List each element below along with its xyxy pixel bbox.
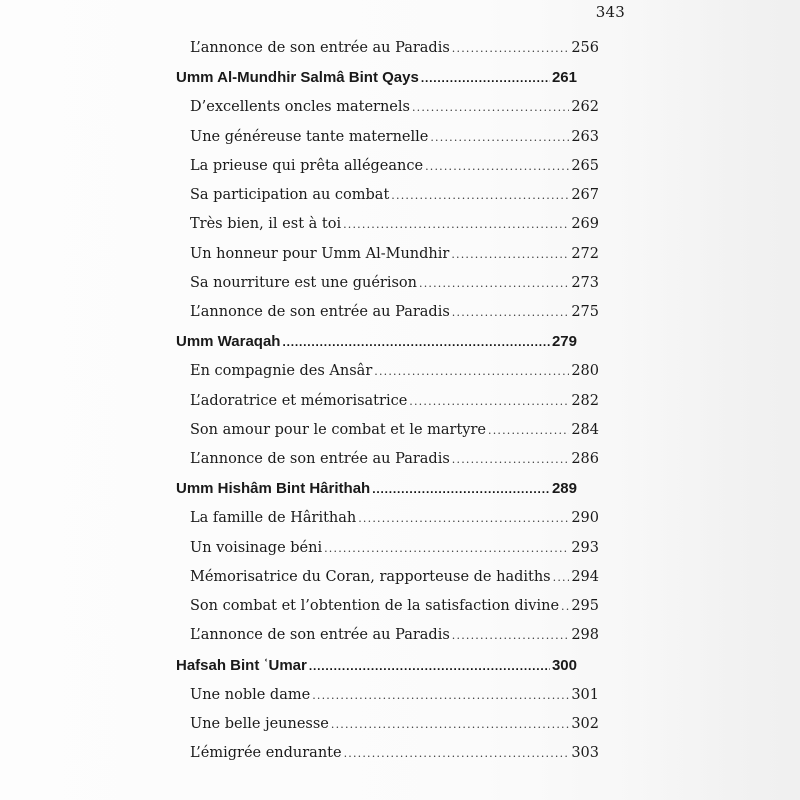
toc-entry-title: Très bien, il est à toi [190,216,342,233]
dot-leader [452,621,570,650]
toc-entry-title: D’excellents oncles maternels [190,99,410,116]
toc-section-entry [176,621,599,650]
toc-section-entry [176,210,599,239]
toc-entry-page: 280 [571,363,599,380]
toc-entry-title: En compagnie des Ansâr [190,363,373,380]
dot-leader [412,93,569,122]
toc-entry-title: Hafsah Bint ʿUmar [176,656,307,674]
dot-leader [309,651,550,681]
page-number: 343 [595,3,625,21]
toc-section-entry [176,534,599,563]
toc-entry-title: L’annonce de son entrée au Paradis [190,451,450,467]
dot-leader [421,63,550,93]
toc-entry-page: 286 [571,451,599,467]
toc-section-entry [176,739,599,768]
toc-entry-page: 302 [571,715,599,732]
toc-chapter-entry [176,474,599,504]
toc-section-entry [176,504,599,533]
toc-section-entry [176,563,599,592]
toc-entry-title: Une belle jeunesse [190,715,329,732]
toc-entry-title: L’annonce de son entrée au Paradis [190,40,450,56]
toc-section-entry [176,387,599,416]
toc-entry-page: 282 [571,392,599,409]
toc-entry-title: Son amour pour le combat et le martyre [190,421,486,438]
dot-leader [331,710,569,739]
toc-entry-page: 256 [571,40,599,56]
toc-entry-title: Une généreuse tante maternelle [190,128,429,145]
dot-leader [452,34,570,63]
toc-entry-page: 265 [571,157,599,174]
dot-leader [452,445,570,474]
dot-leader [409,387,569,416]
toc-entry-page: 298 [571,627,599,644]
toc-entry-page: 294 [571,568,599,585]
toc-entry-page: 273 [571,274,599,291]
toc-entry-page: 261 [551,69,577,87]
toc-entry-page: 262 [571,99,599,116]
dot-leader [553,563,570,592]
toc-entry-page: 301 [571,686,599,703]
toc-entry-title: Un voisinage béni [190,539,323,556]
toc-entry-title: Sa participation au combat [190,187,390,203]
toc-entry-page: 279 [551,333,577,351]
dot-leader [419,269,569,298]
table-of-contents [176,34,599,768]
dot-leader [374,357,569,386]
toc-entry-page: 300 [551,656,577,674]
toc-entry-page: 275 [571,304,599,320]
dot-leader [312,681,569,710]
toc-entry-title: Umm Waraqah [176,333,281,351]
toc-entry-title: Sa nourriture est une guérison [190,274,417,291]
toc-entry-title: Un honneur pour Umm Al-Mundhir [190,245,450,262]
toc-entry-page: 289 [551,480,577,498]
dot-leader [358,504,569,533]
toc-entry-title: Umm Hishâm Bint Hârithah [176,480,371,498]
toc-section-entry [176,445,599,474]
toc-section-entry [176,357,599,386]
toc-section-entry [176,681,599,710]
toc-entry-title: L’annonce de son entrée au Paradis [190,304,450,320]
toc-section-entry [176,93,599,122]
toc-section-entry [176,298,599,327]
toc-entry-title: La famille de Hârithah [190,510,357,527]
dot-leader [452,298,570,327]
toc-section-entry [176,269,599,298]
toc-entry-page: 303 [571,745,599,761]
dot-leader [344,739,570,768]
toc-chapter-entry [176,651,599,681]
toc-section-entry [176,152,599,181]
toc-entry-page: 269 [571,216,599,233]
toc-chapter-entry [176,327,599,357]
dot-leader [324,534,569,563]
dot-leader [391,181,569,210]
toc-chapter-entry [176,63,599,93]
toc-entry-title: L’adoratrice et mémorisatrice [190,392,408,409]
toc-entry-title: L’émigrée endurante [190,745,342,761]
toc-entry-title: La prieuse qui prêta allégeance [190,157,424,174]
toc-entry-page: 293 [571,539,599,556]
toc-entry-page: 284 [571,421,599,438]
toc-entry-title: Mémorisatrice du Coran, rapporteuse de hadiths [190,568,551,585]
toc-entry-page: 263 [571,128,599,145]
toc-entry-title: Umm Al-Mundhir Salmâ Bint Qays [176,69,419,87]
toc-entry-title: Une noble dame [190,686,311,703]
dot-leader [430,123,569,152]
toc-section-entry [176,240,599,269]
dot-leader [343,210,569,239]
dot-leader [488,416,569,445]
toc-entry-page: 272 [571,245,599,262]
toc-entry-page: 267 [571,187,599,203]
toc-section-entry [176,592,599,621]
dot-leader [425,152,569,181]
toc-section-entry [176,181,599,210]
toc-section-entry [176,34,599,63]
dot-leader [372,474,550,504]
page-edge-shadow [635,0,800,800]
toc-entry-title: Son combat et l’obtention de la satisfaction divine [190,598,560,614]
dot-leader [282,327,550,357]
toc-entry-page: 290 [571,510,599,527]
toc-entry-title: L’annonce de son entrée au Paradis [190,627,450,644]
toc-entry-page: 295 [571,598,599,614]
dot-leader [561,592,569,621]
toc-section-entry [176,710,599,739]
toc-section-entry [176,123,599,152]
toc-section-entry [176,416,599,445]
dot-leader [451,240,569,269]
